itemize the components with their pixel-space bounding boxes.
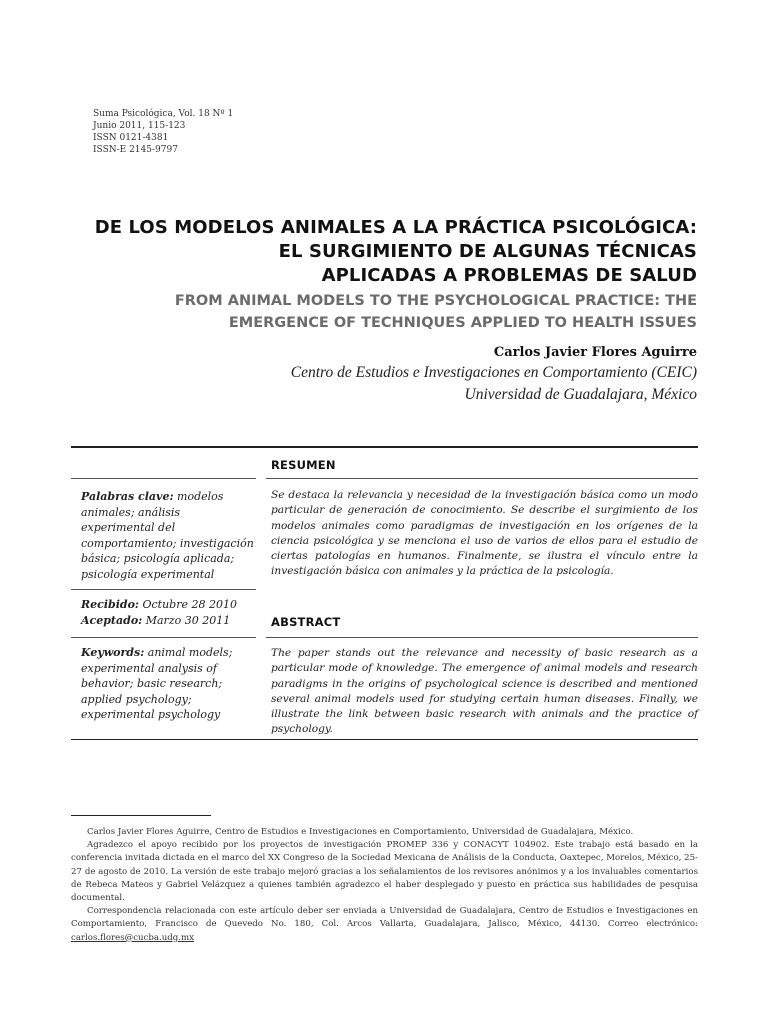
keywords-english xyxy=(81,645,256,723)
resumen-text: Se destaca la relevancia y necesidad de la investigación básica como un modo particular de generación de conocimiento. Se describe el surgimiento de los modelos animales como paradigmas de investigación en los orígenes de la ciencia psicológica y se menciona el uso de varios de ellos para el estudio de ciertas patologías en humanos. Finalmente, se ilustra el vínculo entre la investigación básica con animales y la práctica de la psicología. xyxy=(271,489,698,578)
email-link[interactable]: carlos.flores@cucba.udg.mx xyxy=(71,932,194,943)
accepted-label: Aceptado: xyxy=(81,613,143,627)
received-date: Octubre 28 2010 xyxy=(142,598,237,611)
sidebar-divider xyxy=(71,589,256,590)
top-rule xyxy=(71,446,698,448)
resumen-divider xyxy=(266,478,698,479)
author-university: Universidad de Guadalajara, México xyxy=(464,386,697,403)
author-affiliation: Centro de Estudios e Investigaciones en Comportamiento (CEIC) xyxy=(290,364,697,381)
keywords-spanish-text: modelos animales; análisis experimental del comportamiento; investigación básica; psicología aplicada; psicología experimental xyxy=(81,490,254,581)
author-block xyxy=(97,344,697,406)
dates-block xyxy=(81,597,256,628)
title-english-line-1: FROM ANIMAL MODELS TO THE PSYCHOLOGICAL PRACTICE: THE xyxy=(174,293,697,309)
journal-issn: ISSN 0121-4381 xyxy=(93,133,169,143)
abstract-text: The paper stands out the relevance and necessity of basic research as a particular mode of knowledge. The emergence of animal models and research paradigms in the origins of psychological science is described and mentioned several animal models used for studying certain human diseases. Finally, we illustrate the link between basic research with animals and the practice of psychology. xyxy=(271,647,698,736)
footnotes xyxy=(71,826,698,945)
sidebar-divider xyxy=(71,478,256,479)
keywords-spanish-label: Palabras clave: xyxy=(81,490,174,503)
journal-citation: Suma Psicológica, Vol. 18 Nº 1 xyxy=(93,109,234,119)
title-spanish-line-2: EL SURGIMIENTO DE ALGUNAS TÉCNICAS xyxy=(278,241,697,262)
title-english-line-2: EMERGENCE OF TECHNIQUES APPLIED TO HEALTH ISSUES xyxy=(228,315,697,331)
abstract-heading: ABSTRACT xyxy=(271,615,341,629)
accepted-date: Marzo 30 2011 xyxy=(145,613,231,627)
resumen-heading: RESUMEN xyxy=(271,458,336,472)
footnote-author: Carlos Javier Flores Aguirre, Centro de Estudios e Investigaciones en Comportamiento, Universidad de Guadalajara, México. xyxy=(87,827,634,837)
abstract-divider xyxy=(266,637,698,638)
footnote-correspondence xyxy=(71,905,698,945)
keywords-english-label: Keywords: xyxy=(81,646,145,659)
journal-issn-e: ISSN-E 2145-9797 xyxy=(93,145,178,155)
keywords-spanish xyxy=(81,489,256,582)
journal-date-pages: Junio 2011, 115-123 xyxy=(93,121,186,131)
journal-info xyxy=(93,108,233,156)
bottom-rule xyxy=(71,739,698,740)
author-name: Carlos Javier Flores Aguirre xyxy=(493,345,697,360)
title-spanish-line-3: APLICADAS A PROBLEMAS DE SALUD xyxy=(321,265,697,286)
footnote-rule xyxy=(71,815,211,816)
title-spanish-line-1: DE LOS MODELOS ANIMALES A LA PRÁCTICA PSICOLÓGICA: xyxy=(94,217,697,238)
sidebar-divider xyxy=(71,637,256,638)
received-label: Recibido: xyxy=(81,598,139,611)
correspondence-text: Correspondencia relacionada con este artículo deber ser enviada a Universidad de Guadalajara, Centro de Estudios e Investigaciones en Comportamiento, Francisco de Quevedo No. 180, Col. Arcos Vallarta, Guadalajara, Jalisco, México, 44130. Correo electrónico: xyxy=(71,906,698,930)
title-block xyxy=(57,216,697,334)
footnote-acknowledgements: Agradezco el apoyo recibido por los proyectos de investigación PROMEP 336 y CONACYT 104902. Este trabajo está basado en la conferencia invitada dictada en el marco del XX Congreso de la Sociedad Mexicana de Análisis de la Conducta, Oaxtepec, Morelos, México, 25-27 de agosto de 2010. La versión de este trabajo mejoró gracias a los señalamientos de los revisores anónimos y a los invaluables comentarios de Rebeca Mateos y Gabriel Velázquez a quienes también agradezco el haber desplegado y puesto en práctica sus habilidades de pesquisa documental. xyxy=(71,840,698,904)
keywords-english-text: animal models; experimental analysis of behavior; basic research; applied psychology; experimental psychology xyxy=(81,646,233,721)
